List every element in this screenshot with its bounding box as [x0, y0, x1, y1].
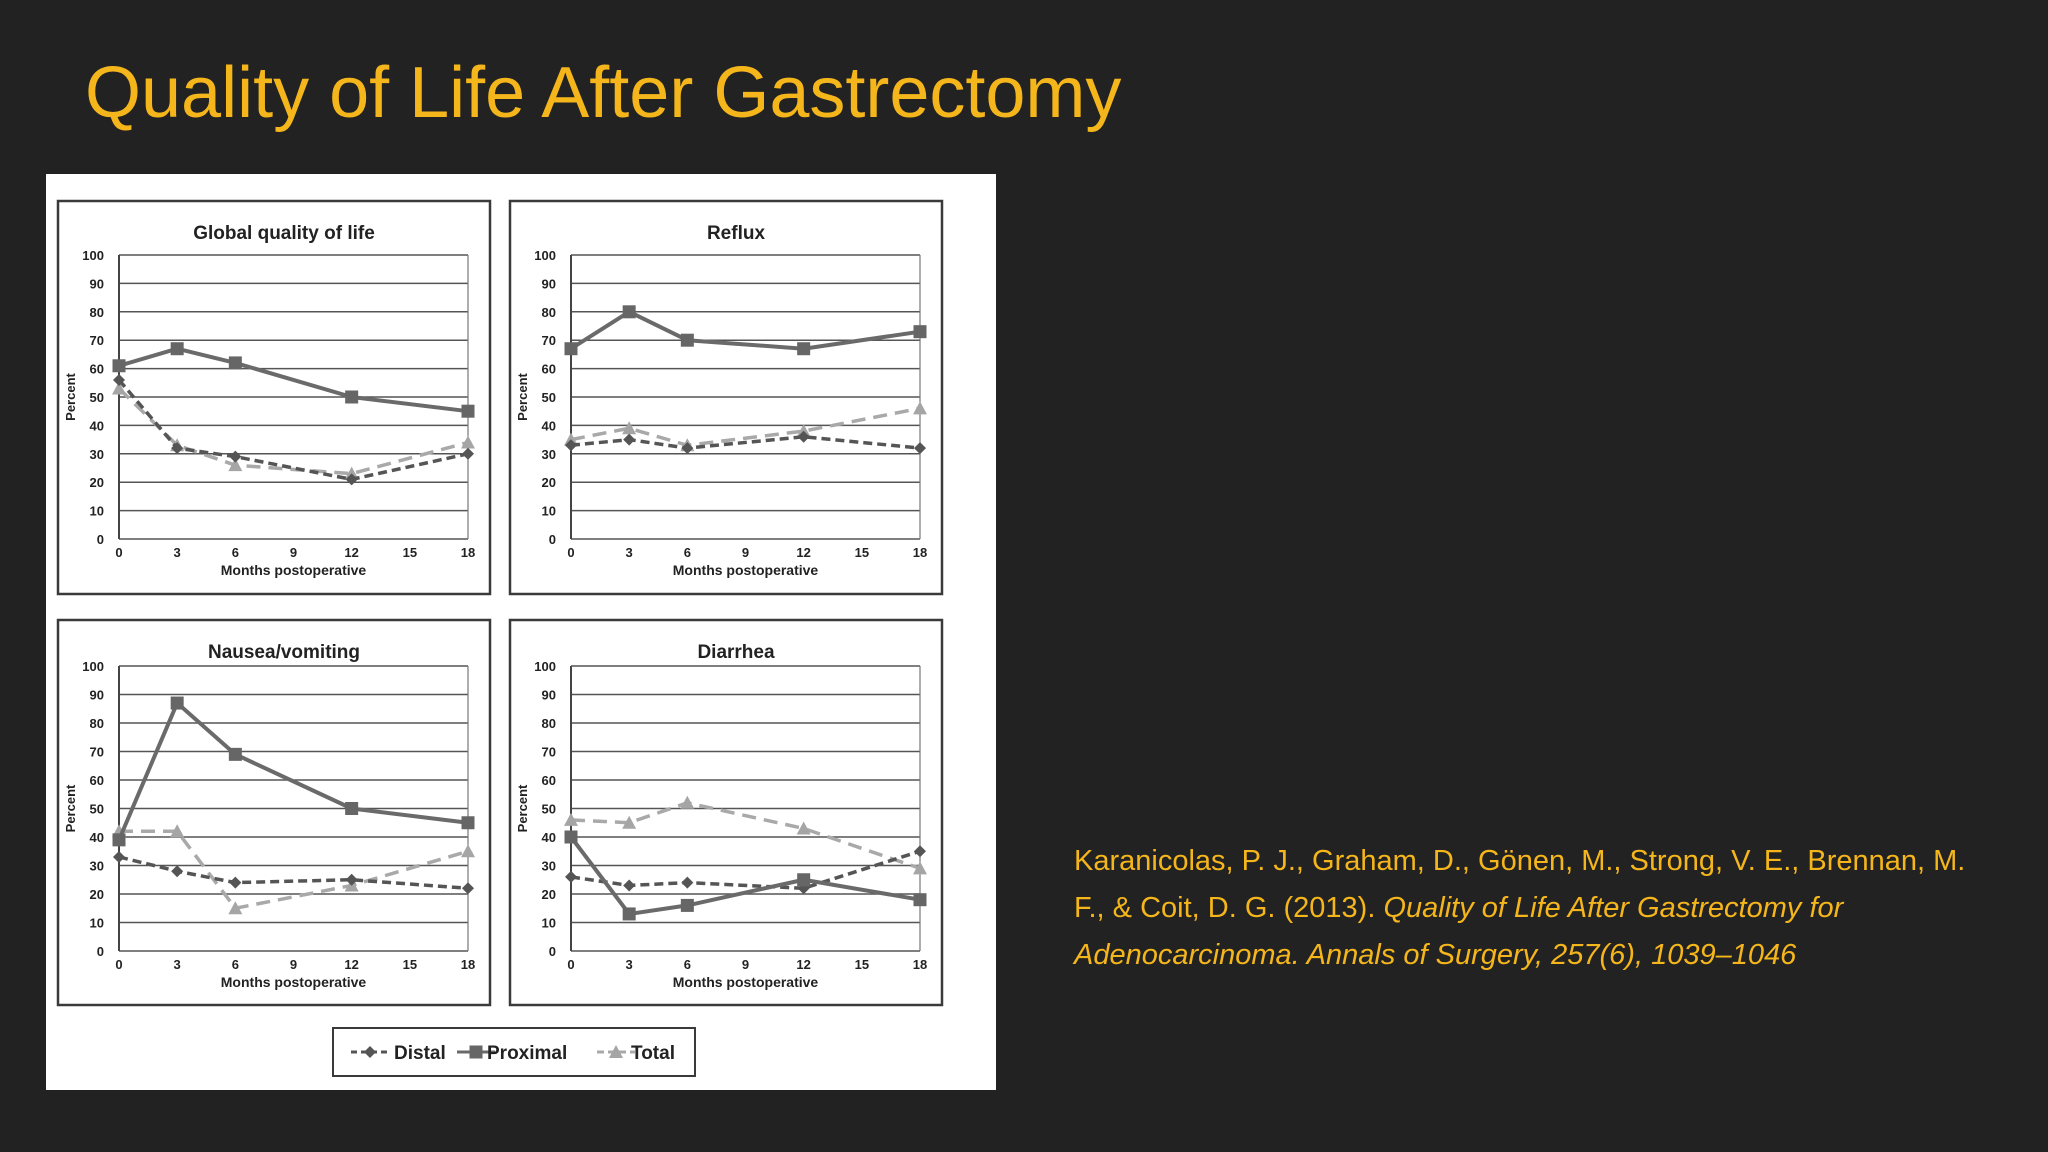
y-tick-label: 90 [89, 687, 104, 703]
data-point-proximal [681, 334, 694, 347]
data-point-proximal [565, 831, 578, 844]
x-tick-label: 9 [289, 545, 298, 560]
y-tick-label: 100 [82, 659, 104, 674]
y-tick-label: 70 [89, 333, 104, 349]
legend-marker [470, 1046, 483, 1059]
y-tick-label: 0 [548, 532, 556, 547]
y-tick-label: 60 [541, 773, 556, 788]
y-tick-label: 80 [89, 716, 104, 731]
x-tick-label: 15 [402, 957, 418, 972]
y-tick-label: 70 [89, 744, 104, 760]
data-point-proximal [113, 359, 126, 372]
y-tick-label: 70 [541, 333, 556, 349]
x-tick-label: 0 [567, 545, 575, 560]
panel-title: Nausea/vomiting [207, 642, 361, 663]
y-tick-label: 90 [541, 687, 556, 703]
panel-reflux [510, 201, 942, 594]
y-tick-label: 80 [541, 304, 556, 320]
legend-label: Proximal [487, 1043, 568, 1064]
data-point-proximal [914, 325, 927, 338]
panel-title: Diarrhea [697, 642, 775, 663]
data-point-proximal [171, 342, 184, 355]
y-tick-label: 50 [89, 390, 104, 405]
data-point-proximal [797, 342, 810, 355]
y-tick-label: 0 [548, 944, 556, 959]
y-tick-label: 20 [541, 887, 556, 902]
y-tick-label: 80 [541, 716, 556, 731]
y-tick-label: 10 [541, 503, 556, 519]
y-tick-label: 30 [541, 858, 556, 874]
x-axis-label: Months postoperative [220, 562, 367, 578]
data-point-proximal [229, 748, 242, 761]
citation [1074, 838, 2004, 979]
slide-title: Quality of Life After Gastrectomy [85, 53, 1122, 133]
x-tick-label: 12 [344, 957, 359, 972]
x-tick-label: 18 [460, 545, 476, 560]
data-point-proximal [462, 405, 475, 418]
x-tick-label: 18 [912, 957, 928, 972]
x-tick-label: 3 [625, 545, 633, 560]
panel-title: Global quality of life [193, 223, 375, 244]
y-tick-label: 80 [89, 304, 104, 320]
x-tick-label: 9 [741, 545, 750, 560]
y-axis-label: Percent [515, 784, 530, 833]
panel-title: Reflux [706, 223, 766, 244]
panel-frame [58, 620, 490, 1005]
y-tick-label: 70 [541, 744, 556, 760]
data-point-proximal [565, 342, 578, 355]
x-tick-label: 3 [625, 957, 633, 972]
data-point-proximal [171, 697, 184, 710]
data-point-proximal [914, 893, 927, 906]
x-tick-label: 0 [567, 957, 575, 972]
y-tick-label: 100 [82, 248, 104, 263]
x-tick-label: 12 [796, 545, 811, 560]
panel-nausea-vomiting [58, 620, 490, 1005]
y-tick-label: 40 [541, 418, 556, 434]
chart-panels-svg [46, 174, 996, 1090]
y-tick-label: 60 [89, 773, 104, 788]
y-tick-label: 40 [89, 830, 104, 845]
y-tick-label: 0 [96, 532, 104, 547]
x-tick-label: 9 [741, 957, 750, 972]
x-tick-label: 15 [402, 545, 418, 560]
y-tick-label: 50 [89, 801, 104, 817]
y-tick-label: 30 [89, 446, 104, 462]
y-tick-label: 10 [89, 915, 104, 931]
y-tick-label: 10 [541, 915, 556, 931]
y-tick-label: 20 [541, 475, 556, 491]
y-tick-label: 50 [541, 801, 556, 817]
y-tick-label: 20 [89, 887, 104, 902]
x-tick-label: 12 [796, 957, 811, 972]
data-point-proximal [797, 873, 810, 886]
y-tick-label: 100 [534, 248, 556, 263]
y-tick-label: 60 [541, 361, 556, 377]
data-point-proximal [345, 802, 358, 815]
legend-label: Distal [394, 1043, 446, 1064]
data-point-proximal [681, 899, 694, 912]
citation-authors: Karanicolas, P. J., Graham, D., Gönen, M., Strong, V. E., Brennan, M. F., & Coit, D. G. (2013). [1074, 845, 1966, 924]
x-tick-label: 0 [115, 957, 123, 972]
y-tick-label: 90 [89, 276, 104, 292]
x-tick-label: 12 [344, 545, 359, 560]
y-tick-label: 50 [541, 390, 556, 405]
x-tick-label: 18 [912, 545, 928, 560]
x-tick-label: 15 [854, 545, 870, 560]
x-axis-label: Months postoperative [672, 974, 819, 990]
y-tick-label: 30 [89, 858, 104, 874]
y-axis-label: Percent [63, 784, 78, 833]
x-tick-label: 6 [683, 545, 691, 560]
panel-diarrhea [510, 620, 942, 1005]
y-tick-label: 10 [89, 503, 104, 519]
x-tick-label: 18 [460, 957, 476, 972]
x-tick-label: 9 [289, 957, 298, 972]
panel-global-quality-of-life [58, 201, 490, 594]
x-axis-label: Months postoperative [672, 562, 819, 578]
citation-title: Quality of Life After Gastrectomy for Adenocarcinoma. Annals of Surgery, 257(6), 1039–1046 [1074, 892, 1844, 971]
y-tick-label: 40 [541, 830, 556, 845]
x-tick-label: 3 [173, 957, 181, 972]
x-tick-label: 6 [231, 957, 239, 972]
x-tick-label: 6 [683, 957, 691, 972]
legend [333, 1028, 695, 1076]
y-tick-label: 20 [89, 475, 104, 491]
y-tick-label: 30 [541, 446, 556, 462]
x-axis-label: Months postoperative [220, 974, 367, 990]
y-tick-label: 90 [541, 276, 556, 292]
y-tick-label: 60 [89, 361, 104, 377]
data-point-proximal [113, 833, 126, 846]
y-tick-label: 100 [534, 659, 556, 674]
data-point-proximal [345, 391, 358, 404]
data-point-proximal [623, 305, 636, 318]
data-point-proximal [229, 356, 242, 369]
data-point-proximal [462, 816, 475, 829]
y-tick-label: 0 [96, 944, 104, 959]
data-point-proximal [623, 907, 636, 920]
legend-label: Total [631, 1043, 675, 1064]
x-tick-label: 15 [854, 957, 870, 972]
y-tick-label: 40 [89, 418, 104, 434]
y-axis-label: Percent [515, 373, 530, 421]
x-tick-label: 6 [231, 545, 239, 560]
y-axis-label: Percent [63, 373, 78, 421]
chart-figure [46, 174, 996, 1090]
x-tick-label: 3 [173, 545, 181, 560]
x-tick-label: 0 [115, 545, 123, 560]
